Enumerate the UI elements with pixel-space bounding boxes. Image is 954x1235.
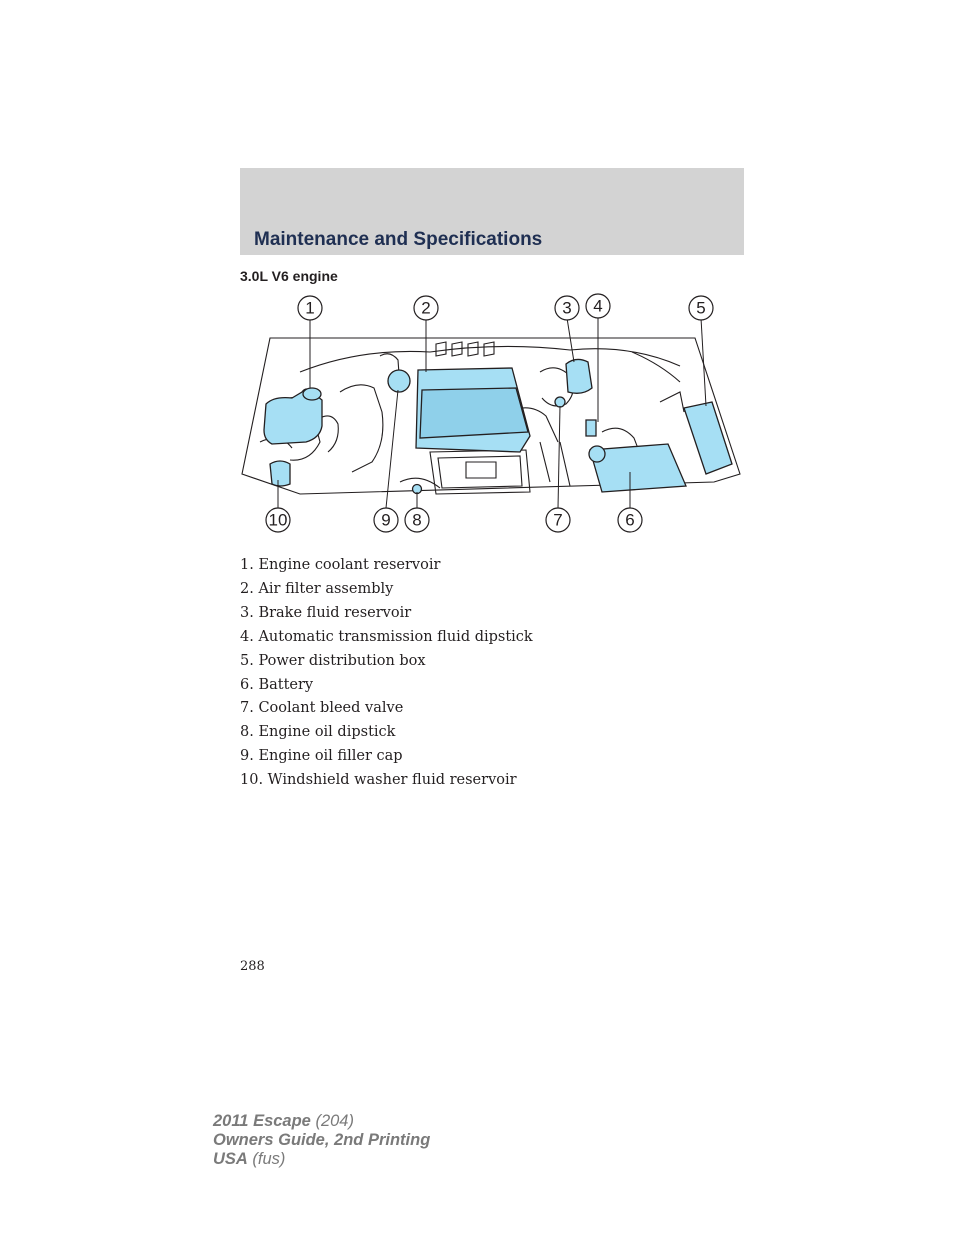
engine-oil-filler-cap bbox=[388, 370, 410, 392]
callout-8: 8 bbox=[412, 510, 422, 530]
legend-item: 4. Automatic transmission fluid dipstick bbox=[240, 628, 533, 645]
footer-edition: Owners Guide, 2nd Printing bbox=[213, 1131, 431, 1149]
legend-item: 7. Coolant bleed valve bbox=[240, 700, 404, 717]
callout-2: 2 bbox=[421, 298, 431, 318]
callout-5: 5 bbox=[696, 298, 706, 318]
footer-market-code: (fus) bbox=[247, 1150, 286, 1168]
brake-fluid-reservoir bbox=[566, 359, 592, 393]
air-filter-lid bbox=[420, 388, 528, 438]
legend-item: 8. Engine oil dipstick bbox=[240, 724, 396, 741]
component-legend bbox=[240, 554, 533, 793]
footer-market: USA bbox=[213, 1150, 248, 1168]
legend-item: 3. Brake fluid reservoir bbox=[240, 604, 412, 621]
footer-line-2 bbox=[213, 1131, 430, 1150]
power-distribution-box bbox=[684, 402, 732, 474]
coolant-reservoir-cap bbox=[303, 388, 321, 400]
callout-1: 1 bbox=[305, 298, 315, 318]
page-number: 288 bbox=[240, 959, 265, 974]
engine-heading: 3.0L V6 engine bbox=[240, 268, 338, 284]
callout-7: 7 bbox=[553, 510, 563, 530]
footer-line-3 bbox=[213, 1150, 430, 1169]
legend-item: 1. Engine coolant reservoir bbox=[240, 557, 441, 573]
document-footer bbox=[213, 1112, 430, 1169]
legend-item: 5. Power distribution box bbox=[240, 652, 426, 669]
engine-compartment-diagram bbox=[240, 292, 744, 542]
legend-item: 9. Engine oil filler cap bbox=[240, 748, 403, 765]
footer-model: 2011 Escape bbox=[213, 1112, 311, 1130]
callout-10: 10 bbox=[268, 510, 288, 530]
footer-model-code: (204) bbox=[310, 1112, 354, 1130]
callout-6: 6 bbox=[625, 510, 635, 530]
section-header-band bbox=[240, 168, 744, 255]
legend-item: 6. Battery bbox=[240, 676, 314, 693]
legend-item: 2. Air filter assembly bbox=[240, 580, 394, 597]
battery-terminal bbox=[589, 446, 605, 462]
callout-4: 4 bbox=[593, 296, 603, 316]
page-title: Maintenance and Specifications bbox=[254, 229, 543, 250]
washer-fluid-reservoir bbox=[270, 461, 290, 486]
callout-3: 3 bbox=[562, 298, 572, 318]
transmission-dipstick bbox=[586, 420, 596, 436]
footer-line-1 bbox=[213, 1112, 430, 1131]
callout-9: 9 bbox=[381, 510, 391, 530]
legend-item: 10. Windshield washer fluid reservoir bbox=[240, 772, 517, 789]
coolant-bleed-valve bbox=[555, 397, 565, 407]
